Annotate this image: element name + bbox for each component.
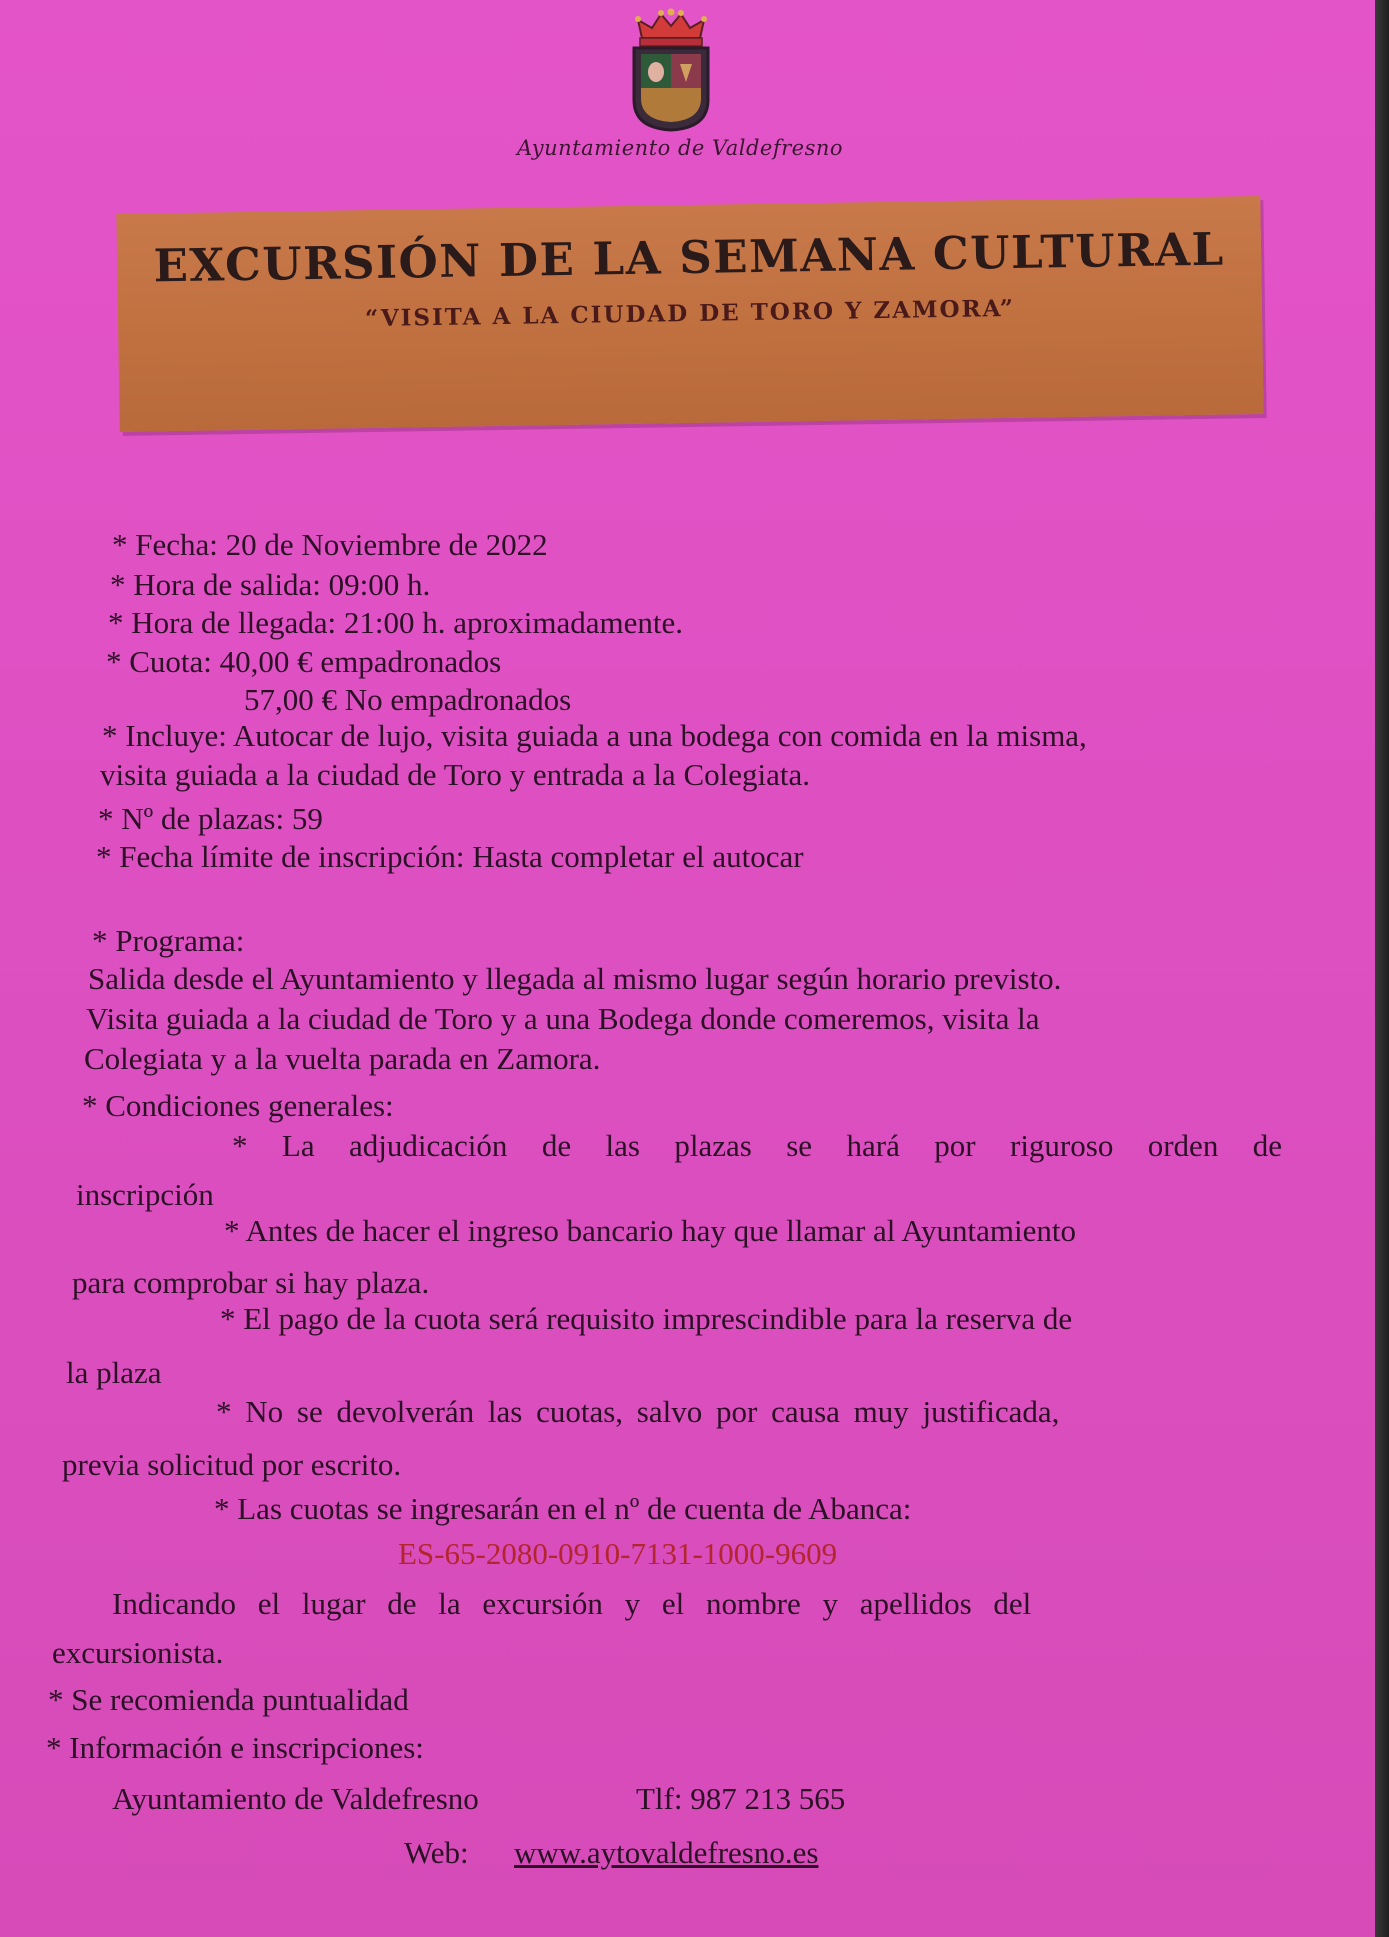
website-link[interactable]: www.aytovaldefresno.es xyxy=(514,1835,819,1870)
contact-phone: Tlf: 987 213 565 xyxy=(636,1781,846,1816)
condicion-1-line-2: inscripción xyxy=(76,1177,214,1212)
condicion-2-line-1: * Antes de hacer el ingreso bancario hay que llamar al Ayuntamiento xyxy=(224,1213,1076,1248)
detail-hora-salida: * Hora de salida: 09:00 h. xyxy=(110,567,431,602)
web-label: Web: xyxy=(404,1835,469,1870)
condicion-1-line-1: * La adjudicación de las plazas se hará por riguroso orden de xyxy=(232,1128,1282,1163)
condicion-4-line-2: previa solicitud por escrito. xyxy=(62,1447,402,1482)
programa-line-3: Colegiata y a la vuelta parada en Zamora. xyxy=(84,1041,601,1076)
event-subtitle: “VISITA A LA CIUDAD DE TORO Y ZAMORA” xyxy=(364,294,1016,333)
condicion-4-line-1: * No se devolverán las cuotas, salvo por causa muy justificada, xyxy=(216,1394,1060,1429)
event-title: EXCURSIÓN DE LA SEMANA CULTURAL xyxy=(153,222,1226,293)
background-edge xyxy=(1375,0,1389,1937)
condiciones-heading: * Condiciones generales: xyxy=(82,1088,394,1123)
detail-fecha-limite: * Fecha límite de inscripción: Hasta completar el autocar xyxy=(96,839,804,874)
puntualidad-note: * Se recomienda puntualidad xyxy=(48,1682,409,1717)
detail-plazas: * Nº de plazas: 59 xyxy=(98,801,323,836)
detail-cuota-empadronados: * Cuota: 40,00 € empadronados xyxy=(106,644,502,679)
contact-name: Ayuntamiento de Valdefresno xyxy=(112,1781,479,1816)
condicion-3-line-1: * El pago de la cuota será requisito imprescindible para la reserva de xyxy=(220,1301,1073,1336)
detail-cuota-no-empadronados: 57,00 € No empadronados xyxy=(244,682,572,717)
condicion-2-line-2: para comprobar si hay plaza. xyxy=(72,1265,430,1300)
indicando-line-1: Indicando el lugar de la excursión y el nombre y apellidos del xyxy=(112,1586,1032,1621)
iban-number: ES-65-2080-0910-7131-1000-9609 xyxy=(398,1536,838,1571)
programa-line-2: Visita guiada a la ciudad de Toro y a una Bodega donde comeremos, visita la xyxy=(86,1001,1040,1036)
indicando-line-2: excursionista. xyxy=(52,1635,224,1670)
informacion-heading: * Información e inscripciones: xyxy=(46,1730,424,1765)
programa-heading: * Programa: xyxy=(92,923,245,958)
condicion-3-line-2: la plaza xyxy=(66,1355,162,1390)
detail-hora-llegada: * Hora de llegada: 21:00 h. aproximadamente. xyxy=(108,605,684,640)
detail-incluye-line-1: * Incluye: Autocar de lujo, visita guiada a una bodega con comida en la misma, xyxy=(102,718,1087,753)
detail-incluye-line-2: visita guiada a la ciudad de Toro y entrada a la Colegiata. xyxy=(100,757,810,792)
cuenta-bancaria-label: * Las cuotas se ingresarán en el nº de cuenta de Abanca: xyxy=(214,1491,912,1526)
programa-line-1: Salida desde el Ayuntamiento y llegada al mismo lugar según horario previsto. xyxy=(88,961,1062,996)
detail-fecha: * Fecha: 20 de Noviembre de 2022 xyxy=(112,527,548,562)
municipality-name: Ayuntamiento de Valdefresno xyxy=(516,136,844,160)
